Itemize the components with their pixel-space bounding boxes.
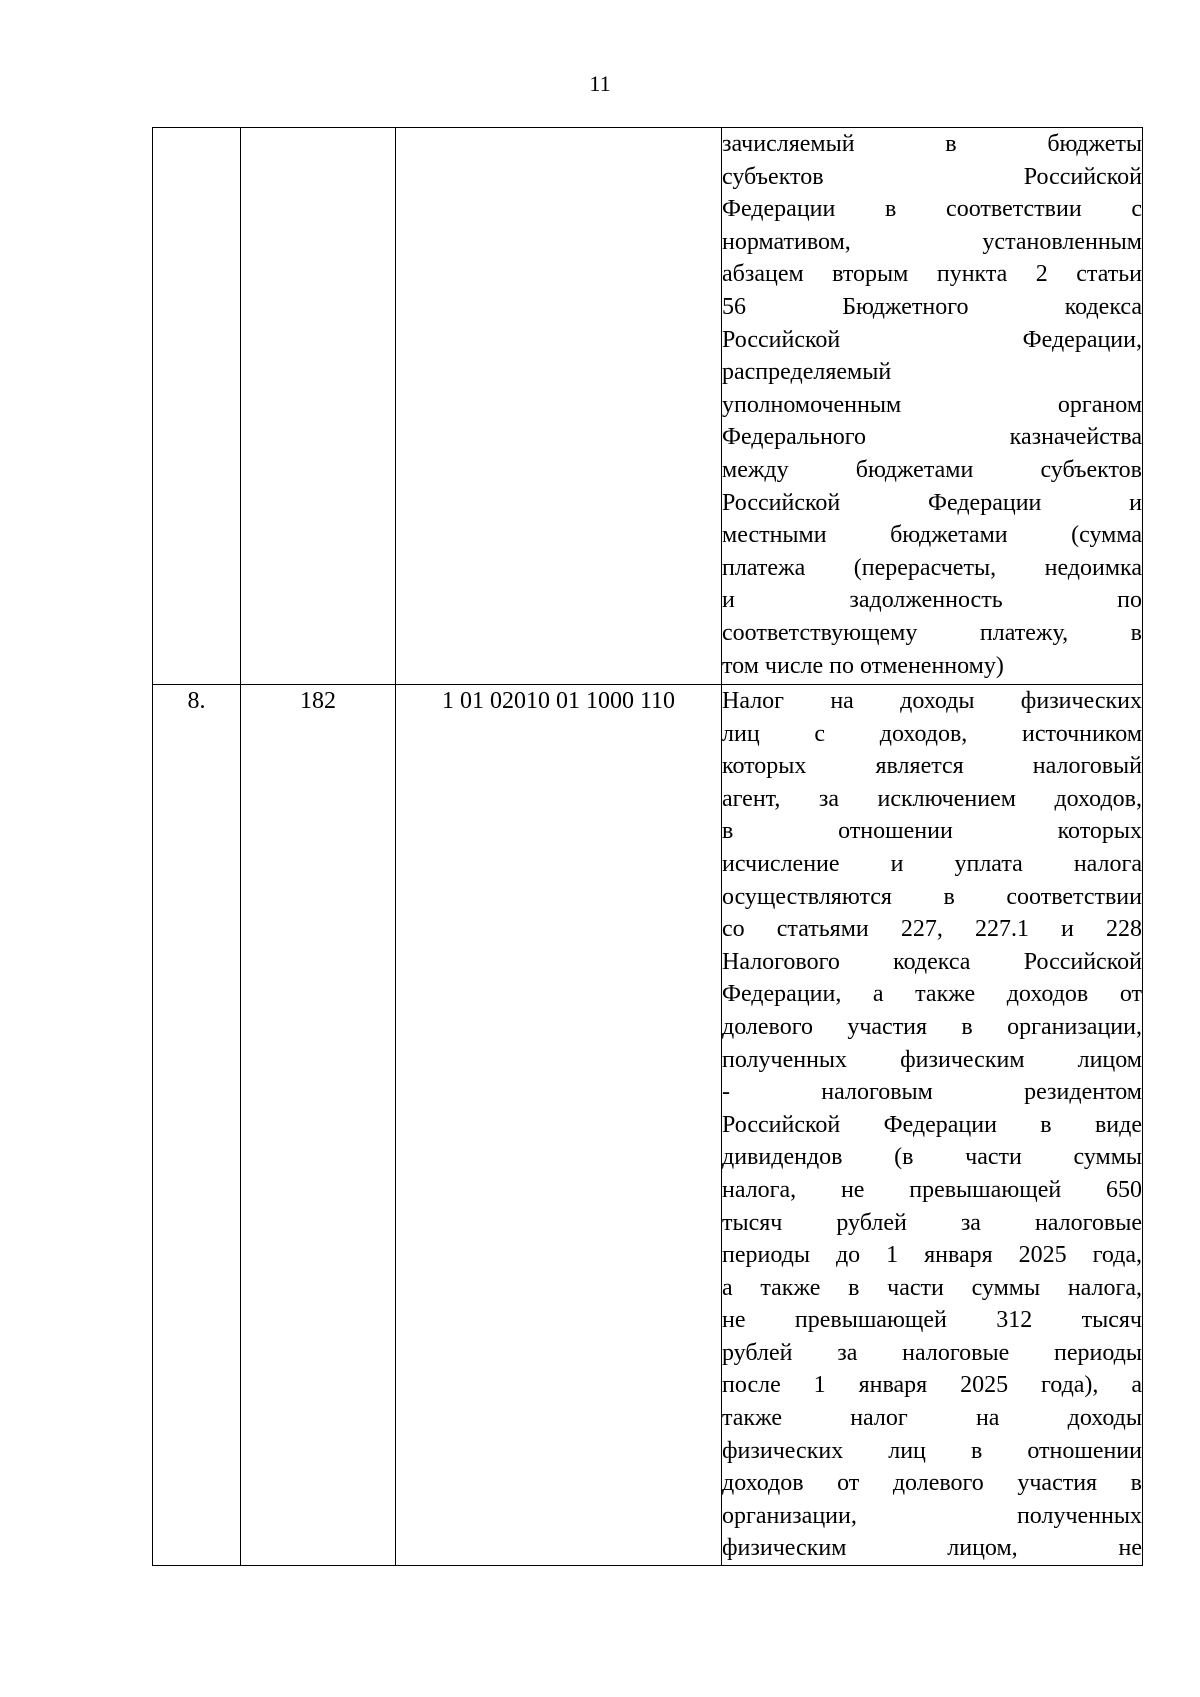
description-line: агент, за исключением доходов,: [722, 785, 1142, 812]
description-line: Налогового кодекса Российской: [722, 948, 1142, 975]
description-line: дивидендов (в части суммы: [722, 1144, 1142, 1171]
admin-code-cell: 182: [241, 685, 396, 1566]
budget-code-cell: 1 01 02010 01 1000 110: [396, 685, 722, 1566]
row-number-cell: [153, 128, 241, 685]
description-cell: [722, 128, 1143, 685]
budget-code-cell: [396, 128, 722, 685]
description-line: Федерального казначейства: [722, 424, 1142, 451]
description-line: Российской Федерации,: [722, 326, 1142, 353]
description-line: Налог на доходы физических: [722, 688, 1142, 714]
description-line: соответствующему платежу, в: [722, 619, 1142, 646]
description-line: долевого участия в организации,: [722, 1013, 1142, 1040]
description-line: Российской Федерации и: [722, 489, 1142, 516]
description-line: между бюджетами субъектов: [722, 456, 1142, 483]
description-line: Федерации, а также доходов от: [722, 981, 1142, 1008]
description-line: том числе по отмененному): [722, 652, 1004, 679]
description-line: платежа (перерасчеты, недоимка: [722, 554, 1142, 581]
description-line: со статьями 227, 227.1 и 228: [722, 916, 1142, 943]
description-line: - налоговым резидентом: [722, 1079, 1142, 1106]
description-line: Федерации в соответствии с: [722, 196, 1142, 223]
description-line: осуществляются в соответствии: [722, 883, 1142, 910]
description-line: а также в части суммы налога,: [722, 1274, 1142, 1301]
description-line: уполномоченным органом: [722, 391, 1142, 418]
description-line: и задолженность по: [722, 587, 1142, 614]
description-line: также налог на доходы: [722, 1405, 1142, 1432]
description-line: 56 Бюджетного кодекса: [722, 293, 1142, 320]
description-line: лиц с доходов, источником: [722, 720, 1142, 747]
description-line: налога, не превышающей 650: [722, 1176, 1142, 1203]
description-line: субъектов Российской: [722, 163, 1142, 190]
description-line: физическим лицом, не: [722, 1535, 1142, 1562]
description-line: тысяч рублей за налоговые: [722, 1209, 1142, 1236]
row-number-cell: 8.: [153, 685, 241, 1566]
description-line: которых является налоговый: [722, 753, 1142, 780]
description-line: организации, полученных: [722, 1502, 1142, 1529]
description-line: доходов от долевого участия в: [722, 1470, 1142, 1497]
admin-code-cell: [241, 128, 396, 685]
description-line: физических лиц в отношении: [722, 1437, 1142, 1464]
description-line: периоды до 1 января 2025 года,: [722, 1242, 1142, 1269]
description-line: рублей за налоговые периоды: [722, 1339, 1142, 1366]
description-line: абзацем вторым пункта 2 статьи: [722, 261, 1142, 288]
description-line: зачисляемый в бюджеты: [722, 131, 1142, 157]
table-row: [153, 128, 1143, 685]
description-line: полученных физическим лицом: [722, 1046, 1142, 1073]
description-line: не превышающей 312 тысяч: [722, 1307, 1142, 1334]
revenue-codes-table: [152, 127, 1143, 1566]
description-line: нормативом, установленным: [722, 228, 1142, 255]
table-row: [153, 685, 1143, 1566]
description-line: исчисление и уплата налога: [722, 850, 1142, 877]
page-number: 11: [589, 71, 611, 96]
description-cell: [722, 685, 1143, 1566]
description-line: Российской Федерации в виде: [722, 1111, 1142, 1138]
description-line: местными бюджетами (сумма: [722, 522, 1142, 549]
description-line: в отношении которых: [722, 818, 1142, 845]
description-line: после 1 января 2025 года), а: [722, 1372, 1142, 1399]
description-line: распределяемый: [722, 359, 892, 386]
